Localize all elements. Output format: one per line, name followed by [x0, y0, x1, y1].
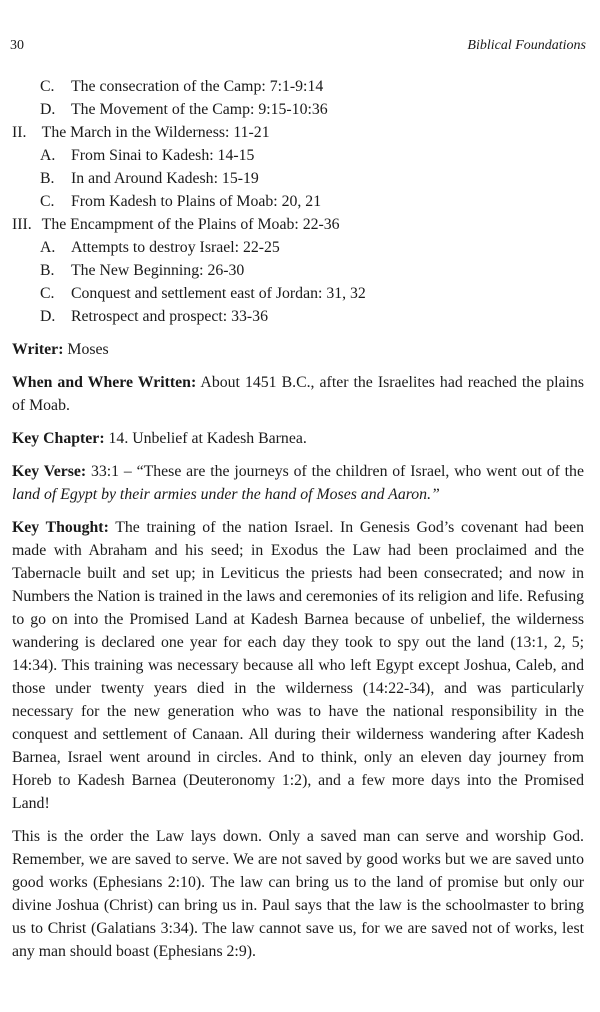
outline-item [12, 236, 584, 259]
outline-text: Retrospect and prospect: 33-36 [71, 308, 268, 325]
writer-entry: Writer: Moses [12, 341, 109, 358]
outline-section-title: The Encampment of the Plains of Moab: 22-36 [41, 216, 340, 233]
key-verse-text: 33:1 – “These are the journeys of the children of Israel, who went out of the [90, 463, 584, 480]
key-verse-entry: Key Verse: 33:1 – “These are the journeys of the children of Israel, who went out of the land of Egypt by their armies under the hand of Moses and Aaron.” [12, 463, 584, 503]
outline-letter: B. [40, 262, 55, 279]
outline-letter: C. [40, 285, 55, 302]
outline-section-heading [12, 213, 584, 236]
outline-letter: A. [40, 147, 56, 164]
outline-text: From Sinai to Kadesh: 14-15 [71, 147, 255, 164]
key-chapter-entry: Key Chapter: 14. Unbelief at Kadesh Barnea. [12, 430, 307, 447]
outline-item [12, 259, 584, 282]
outline-text: The consecration of the Camp: 7:1-9:14 [71, 78, 324, 95]
outline-letter: C. [40, 78, 55, 95]
outline-section-title: The March in the Wilderness: 11-21 [41, 124, 270, 141]
key-verse-italic: land of Egypt by their armies under the hand of Moses and Aaron.” [12, 486, 440, 503]
outline-letter: D. [40, 101, 56, 118]
when-where-entry: When and Where Written: About 1451 B.C., after the Israelites had reached the plains of Moab. [12, 374, 584, 414]
outline-item [12, 144, 584, 167]
writer-text: Moses [67, 341, 109, 358]
outline-item [12, 190, 584, 213]
outline-text: From Kadesh to Plains of Moab: 20, 21 [71, 193, 322, 210]
outline-text: The Movement of the Camp: 9:15-10:36 [71, 101, 328, 118]
when-where-label: When and Where Written [12, 374, 191, 391]
key-thought-label: Key Thought [12, 519, 104, 536]
outline-letter: A. [40, 239, 56, 256]
outline-letter: B. [40, 170, 55, 187]
outline-letter: D. [40, 308, 56, 325]
outline-text: Attempts to destroy Israel: 22-25 [71, 239, 280, 256]
outline-item [12, 75, 584, 98]
outline-item [12, 305, 584, 328]
outline-numeral: II. [12, 124, 27, 141]
writer-label: Writer [12, 341, 59, 358]
outline-numeral: III. [12, 216, 32, 233]
outline [12, 75, 584, 328]
when-where-text: About 1451 B.C., after the Israelites had reached the plains of Moab. [12, 374, 584, 414]
key-chapter-text: 14. Unbelief at Kadesh Barnea. [108, 430, 307, 447]
outline-text: The New Beginning: 26-30 [71, 262, 245, 279]
outline-item [12, 282, 584, 305]
page-number: 30 [10, 38, 24, 53]
outline-section-heading [12, 121, 584, 144]
running-head [10, 38, 586, 56]
outline-item [12, 98, 584, 121]
key-thought-text: The training of the nation Israel. In Genesis God’s covenant had been made with Abraham and his seed; in Exodus the Law had been proclaimed and the Tabernacle built and set up; in Leviticus the priests had been consecrated; and now in Numbers the Nation is trained in the laws and ceremonies of its religion and life. Refusing to go on into the Promised Land at Kadesh Barnea because of unbelief, the wilderness wandering is declared one year for each day they took to spy out the land (13:1, 2, 5; 14:34). This training was necessary because all who left Egypt except Joshua, Caleb, and those under twenty years died in the wilderness (14:22-34), and was particularly necessary for the new generation who was to have the national responsibility in the conquest and settlement of Canaan. All during their wilderness wandering after Kadesh Barnea, Israel went around in circles. And to think, only an eleven day journey from Horeb to Kadesh Barnea (Deuteronomy 1:2), and a few more days into the Promised Land! [12, 519, 585, 812]
outline-text: In and Around Kadesh: 15-19 [71, 170, 259, 187]
key-thought-entry: Key Thought: The training of the nation Israel. In Genesis God’s covenant had been made with Abraham and his seed; in Exodus the Law had been proclaimed and the Tabernacle built and set up; in Leviticus the priests had been consecrated; and now in Numbers the Nation is trained in the laws and ceremonies of its religion and life. Refusing to go on into the Promised Land at Kadesh Barnea because of unbelief, the wilderness wandering is declared one year for each day they took to spy out the land (13:1, 2, 5; 14:34). This training was necessary because all who left Egypt except Joshua, Caleb, and those under twenty years died in the wilderness (14:22-34), and was particularly necessary for the new generation who was to have the national responsibility in the conquest and settlement of Canaan. All during their wilderness wandering after Kadesh Barnea, Israel went around in circles. And to think, only an eleven day journey from Horeb to Kadesh Barnea (Deuteronomy 1:2), and a few more days into the Promised Land! [12, 519, 585, 812]
running-title: Biblical Foundations [467, 38, 586, 53]
outline-item [12, 167, 584, 190]
page-content [12, 75, 584, 963]
outline-letter: C. [40, 193, 55, 210]
key-verse-label: Key Verse [12, 463, 81, 480]
outline-text: Conquest and settlement east of Jordan: 31, 32 [71, 285, 366, 302]
key-chapter-label: Key Chapter [12, 430, 100, 447]
closing-paragraph: This is the order the Law lays down. Only a saved man can serve and worship God. Remember, we are saved to serve. We are not saved by good works but we are saved unto good works (Ephesians 2:10). The law can bring us to the land of promise but only our divine Joshua (Christ) can bring us in. Paul says that the law is the schoolmaster to bring us to Christ (Galatians 3:34). The law cannot save us, for we are saved not of works, lest any man should boast (Ephesians 2:9). [12, 828, 584, 960]
